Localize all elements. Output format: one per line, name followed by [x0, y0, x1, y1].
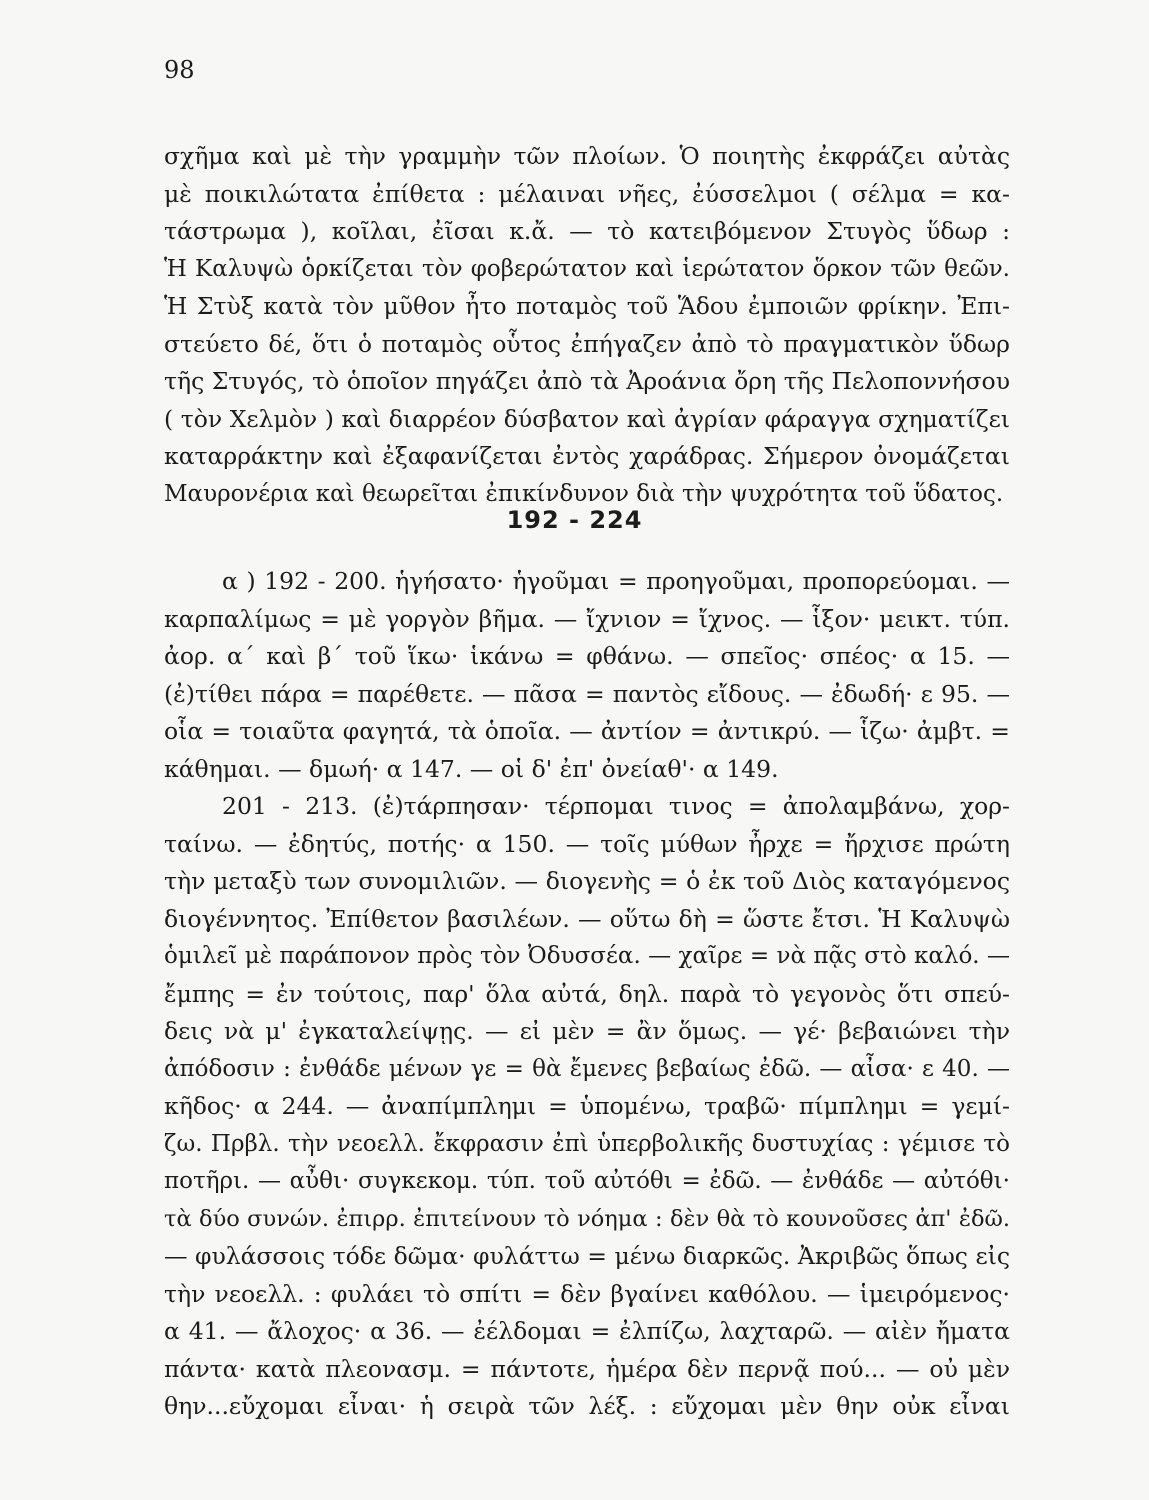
- text-line: — φυλάσσοις τόδε δῶμα· φυλάττω = μένω διαρκῶς. Ἀκριβῶς ὅπως εἰς: [164, 1242, 1010, 1270]
- text-line: καταρράκτην καὶ ἐξαφανίζεται ἐντὸς χαράδρας. Σήμερον ὀνομάζεται: [164, 442, 1010, 470]
- text-line: πάντα· κατὰ πλεονασμ. = πάντοτε, ἡμέρα δὲν περνᾷ πού... — οὐ μὲν: [164, 1354, 1010, 1383]
- intro-paragraph: [164, 138, 1010, 513]
- text-line: ( τὸν Χελμὸν ) καὶ διαρρέον δύσβατον καὶ ἀγρίαν φάραγγα σχηματίζει: [164, 404, 1010, 433]
- text-line: ποτῆρι. — αὖθι· συγκεκομ. τύπ. τοῦ αὐτόθι = ἐδῶ. — ἐνθάδε — αὐτόθι·: [164, 1168, 1010, 1194]
- text-line: διογέννητος. Ἐπίθετον βασιλέων. — οὕτω δὴ = ὥστε ἔτσι. Ἡ Καλυψὼ: [164, 904, 1010, 933]
- text-line: τὴν μεταξὺ των συνομιλιῶν. — διογενὴς = ὁ ἐκ τοῦ Διὸς καταγόμενος: [164, 867, 1010, 895]
- text-line: 201 - 213. (ἐ)τάρπησαν· τέρπομαι τινος = ἀπολαμβάνω, χορ-: [222, 792, 1010, 820]
- text-line: μὲ ποικιλώτατα ἐπίθετα : μέλαιναι νῆες, ἐύσσελμοι ( σέλμα = κα-: [164, 179, 1010, 208]
- text-line: ἔμπης = ἐν τούτοις, παρ' ὅλα αὐτά, δηλ. παρὰ τὸ γεγονὸς ὅτι σπεύ-: [164, 979, 1010, 1008]
- text-line: θην...εὔχομαι εἶναι· ἡ σειρὰ τῶν λέξ. : εὔχομαι μὲν θην οὐκ εἶναι: [164, 1392, 1010, 1420]
- text-line: Ἡ Καλυψὼ ὁρκίζεται τὸν φοβερώτατον καὶ ἱερώτατον ὅρκον τῶν θεῶν.: [164, 255, 1010, 282]
- text-line: τάστρωμα ), κοῖλαι, ἐῖσαι κ.ἄ. — τὸ κατειβόμενον Στυγὸς ὕδωρ :: [164, 217, 1010, 245]
- text-line: τὴν νεοελλ. : φυλάει τὸ σπίτι = δὲν βγαίνει καθόλου. — ἱμειρόμενος·: [164, 1279, 1010, 1308]
- text-line: τῆς Στυγός, τὸ ὁποῖον πηγάζει ἀπὸ τὰ Ἀροάνια ὄρη τῆς Πελοποννήσου: [164, 367, 1010, 395]
- text-line: ταίνω. — ἐδητύς, ποτής· α 150. — τοῖς μύθων ἦρχε = ἤρχισε πρώτη: [164, 829, 1010, 858]
- text-line: (ἐ)τίθει πάρα = παρέθετε. — πᾶσα = παντὸς εἴδους. — ἐδωδή· ε 95. —: [164, 679, 1010, 708]
- text-line: στεύετο δέ, ὅτι ὁ ποταμὸς οὗτος ἐπήγαζεν ἀπὸ τὸ πραγματικὸν ὕδωρ: [164, 329, 1010, 358]
- text-line: σχῆμα καὶ μὲ τὴν γραμμὴν τῶν πλοίων. Ὁ ποιητὴς ἐκφράζει αὐτὰς: [164, 142, 1010, 170]
- text-line: ζω. Πρβλ. τὴν νεοελλ. ἔκφρασιν ἐπὶ ὑπερβολικῆς δυστυχίας : γέμισε τὸ: [164, 1130, 1010, 1157]
- text-line: α 41. — ἄλοχος· α 36. — ἐέλδομαι = ἐλπίζω, λαχταρῶ. — αἰὲν ἤματα: [164, 1317, 1010, 1345]
- text-line: δεις νὰ μ' ἐγκαταλείψῃς. — εἰ μὲν = ἂν ὅμως. — γέ· βεβαιώνει τὴν: [164, 1017, 1010, 1045]
- text-line: ὁμιλεῖ μὲ παράπονον πρὸς τὸν Ὀδυσσέα. — χαῖρε = νὰ πᾷς στὸ καλό. —: [164, 943, 1010, 969]
- text-line: ἀπόδοσιν : ἐνθάδε μένων γε = θὰ ἔμενες βεβαίως ἐδῶ. — αἶσα· ε 40. —: [164, 1055, 1010, 1082]
- text-line: Μαυρονέρια καὶ θεωρεῖται ἐπικίνδυνον διὰ τὴν ψυχρότητα τοῦ ὕδατος.: [164, 480, 1004, 507]
- text-line: ἀορ. α΄ καὶ β΄ τοῦ ἵκω· ἱκάνω = φθάνω. — σπεῖος· σπέος· α 15. —: [164, 642, 1010, 670]
- text-line: κάθημαι. — δμωή· α 147. — οἱ δ' ἐπ' ὀνείαθ'· α 149.: [164, 754, 779, 783]
- text-line: τὰ δύο συνών. ἐπιρρ. ἐπιτείνουν τὸ νόημα : δὲν θὰ τὸ κουνοῦσες ἀπ' ἐδῶ.: [164, 1205, 1010, 1232]
- page-number: 98: [164, 56, 195, 84]
- text-line: Ἡ Στὺξ κατὰ τὸν μῦθον ἦτο ποταμὸς τοῦ Ἅδου ἐμποιῶν φρίκην. Ἐπι-: [164, 292, 1010, 320]
- section-heading: 192 - 224: [506, 506, 643, 534]
- text-line: οἷα = τοιαῦτα φαγητά, τὰ ὁποῖα. — ἀντίον = ἀντικρύ. — ἷζω· ἀμβτ. =: [164, 717, 1010, 745]
- commentary-paragraph: [164, 563, 1010, 1426]
- text-line: καρπαλίμως = μὲ γοργὸν βῆμα. — ἴχνιον = ἴχνος. — ἷξον· μεικτ. τύπ.: [164, 604, 1010, 633]
- text-line: κῆδος· α 244. — ἀναπίμπλημι = ὑπομένω, τραβῶ· πίμπλημι = γεμί-: [164, 1092, 1010, 1120]
- text-line: α ) 192 - 200. ἡγήσατο· ἡγοῦμαι = προηγοῦμαι, προπορεύομαι. —: [222, 567, 1010, 595]
